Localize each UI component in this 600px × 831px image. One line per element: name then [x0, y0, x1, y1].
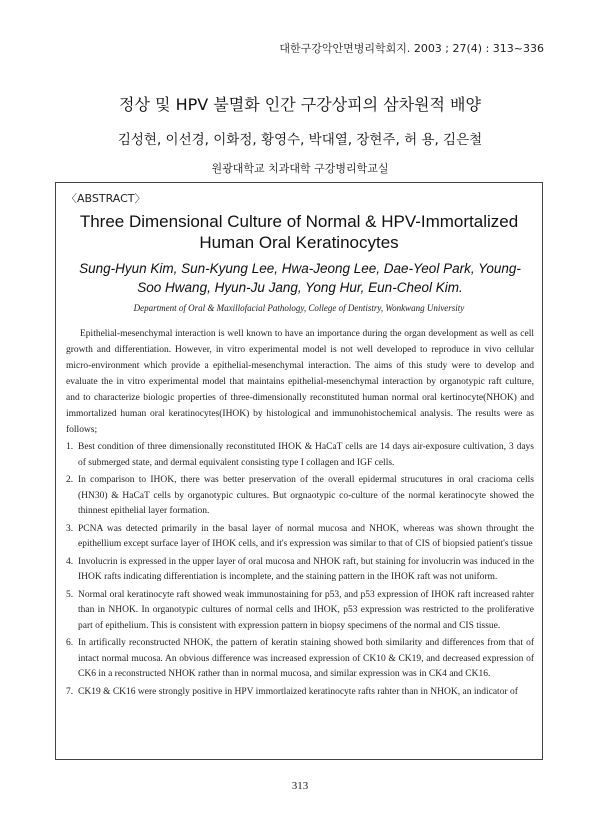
result-number: 6. — [66, 638, 74, 648]
english-affiliation: Department of Oral & Maxillofacial Pathology, College of Dentistry, Wonkwang University — [133, 303, 465, 313]
abstract-box — [55, 182, 543, 760]
result-number: 7. — [66, 686, 74, 697]
korean-title: 정상 및 HPV 불멸화 인간 구강상피의 삼차원적 배양 — [119, 95, 481, 114]
result-number: 1. — [66, 442, 74, 452]
english-title-line2: Human Oral Keratinocytes — [199, 233, 399, 252]
result-text: Best condition of three dimensionally reconstituted IHOK & HaCaT cells are 14 days air-exposure cultivation, 3 days of submerged state, and dermal equivalent consisting type I collagen and IGF cells. — [78, 442, 534, 468]
results-list — [66, 440, 534, 702]
result-item — [66, 440, 534, 471]
result-text: PCNA was detected primarily in the basal layer of normal mucosa and NHOK, whereas was shown throught the epithellium except surface layer of IHOK cells, and it's expression was similar to that of CIS of biopsied patient's tissue — [78, 523, 534, 549]
english-title — [56, 211, 542, 253]
result-number: 3. — [66, 523, 74, 534]
english-title-line1: Three Dimensional Culture of Normal & HPV-Immortalized — [79, 212, 519, 231]
korean-authors: 김성현, 이선경, 이화정, 황영수, 박대열, 장현주, 허 용, 김은철 — [117, 132, 483, 148]
page-number: 313 — [291, 780, 309, 792]
english-authors: Sung-Hyun Kim, Sun-Kyung Lee, Hwa-Jeong Lee, Dae-Yeol Park, Young-Soo Hwang, Hyun-Ju Jang, Yong Hur, Eun-Cheol Kim. — [79, 261, 521, 295]
result-text: Normal oral keratinocyte raft showed weak immunostaining for p53, and p53 expression of IHOK raft increased rahter than in NHOK. In organotypic cultures of normal cells and IHOK, p53 expression was restricted to the proliferative part of epithelium. This is consistent with expression pattern in biopsy specimens of the normal and CIS tissue. — [78, 589, 534, 631]
result-item — [66, 522, 534, 553]
result-number: 4. — [66, 556, 74, 567]
result-item — [66, 685, 534, 701]
abstract-tag: 〈ABSTRACT〉 — [66, 192, 146, 205]
result-item — [66, 473, 534, 520]
result-text: In artifically reconstructed NHOK, the pattern of keratin staining showed both similarity and differences from that of intact normal mucosa. An obvious difference was increased expression of CK10 & CK19, and decreased expression of CK6 in a reconstructed NHOK rather than in normal mucosa, and similar expression was in CK4 and CK16. — [78, 638, 534, 679]
running-head: 대한구강악안면병리학회지. 2003 ; 27(4) : 313~336 — [279, 42, 544, 55]
result-item — [66, 636, 534, 683]
result-text: Involucrin is expressed in the upper layer of oral mucosa and NHOK raft, but staining for involucrin was induced in the IHOK rafts indicating differentiation is incomplete, and the staining pattern in the IHOK raft was not uniform. — [78, 556, 534, 582]
result-number: 5. — [66, 589, 74, 600]
result-item — [66, 555, 534, 586]
abstract-intro: Epithelial-mesenchymal interaction is well known to have an importance during the organ development as well as cell growth and differentiation. However, in vitro experimental model is not well developed to reproduce in vivo cellular micro-environment which provide a epithelial-mesenchymal interaction. The aims of this study were to develop and evaluate the in vitro experimental model that maintains epithelial-mesenchymal interaction by organotypic raft culture, and to characterize biologic properties of three-dimensionally reconstituted human normal oral kertinocyte(NHOK) and immortalized human oral keratinocytes(IHOK) by histological and immunohistochemical analysis. The results were as follows; — [66, 329, 534, 435]
result-number: 2. — [66, 475, 74, 485]
result-text: In comparison to IHOK, there was better preservation of the overall epidermal strucutures in oral cracioma cells (HN30) & HaCaT cells by organotypic cultures. But orgnaotypic co-culture of the normal keratinocyte showed the thinnest epithelial layer formation. — [78, 475, 534, 516]
result-item — [66, 588, 534, 635]
korean-affiliation: 원광대학교 치과대학 구강병리학교실 — [211, 162, 389, 175]
result-text: CK19 & CK16 were strongly positive in HPV immortlaized keratinocyte rafts rahter than in NHOK, an indicator of — [78, 686, 518, 697]
